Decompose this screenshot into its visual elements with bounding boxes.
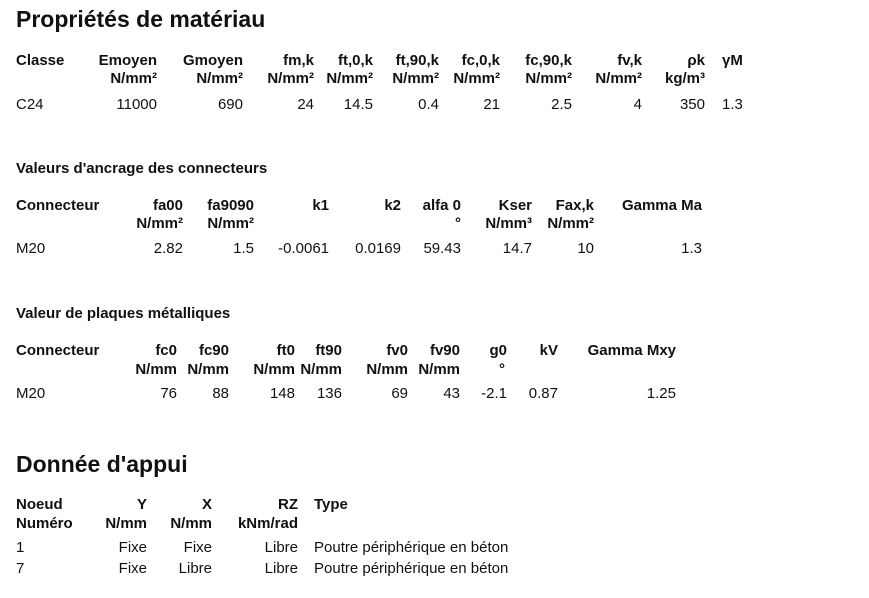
material-header-0: Classe — [16, 52, 65, 69]
support-header-2: X — [201, 496, 212, 513]
material-cell: 2.5 — [551, 96, 572, 113]
plates-header-9: Gamma Mxy — [587, 342, 676, 359]
support-cell: Libre — [264, 539, 298, 556]
material-header-unit-8: N/mm² — [595, 70, 642, 87]
material-header-unit-6: N/mm² — [453, 70, 500, 87]
material-cell: 14.5 — [343, 96, 373, 113]
support-header-3: RZ — [278, 496, 298, 513]
plates-header-unit-3: N/mm — [253, 361, 295, 378]
plates-header-4: ft90 — [315, 342, 342, 359]
support-cell: Poutre périphérique en béton — [314, 560, 509, 577]
support-header-unit-1: N/mm — [105, 515, 147, 532]
plates-cell: 148 — [269, 385, 295, 402]
material-header-2: Gmoyen — [182, 52, 243, 69]
material-header-5: ft,90,k — [395, 52, 439, 69]
material-cell: 21 — [483, 96, 500, 113]
support-cell: 7 — [16, 560, 25, 577]
plates-cell: 136 — [316, 385, 342, 402]
material-header-unit-3: N/mm² — [267, 70, 314, 87]
material-header-unit-2: N/mm² — [196, 70, 243, 87]
material-header-3: fm,k — [283, 52, 314, 69]
support-header-0: Noeud — [16, 496, 63, 513]
plates-title: Valeur de plaques métalliques — [16, 305, 231, 322]
material-cell: C24 — [16, 96, 44, 113]
material-title: Propriétés de matériau — [16, 6, 266, 32]
support-cell: Libre — [178, 560, 212, 577]
material-header-9: ρk — [687, 52, 705, 69]
plates-header-unit-5: N/mm — [366, 361, 408, 378]
support-cell: Fixe — [118, 539, 147, 556]
support-cell: 1 — [16, 539, 25, 556]
support-header-4: Type — [314, 496, 348, 513]
plates-cell: 88 — [212, 385, 229, 402]
plates-cell: 1.25 — [646, 385, 676, 402]
plates-header-unit-1: N/mm — [135, 361, 177, 378]
plates-header-5: fv0 — [386, 342, 408, 359]
material-header-1: Emoyen — [98, 52, 157, 69]
anchor-header-unit-2: N/mm² — [207, 215, 254, 232]
support-cell: Libre — [264, 560, 298, 577]
plates-header-unit-4: N/mm — [300, 361, 342, 378]
material-cell: 0.4 — [418, 96, 439, 113]
support-header-unit-3: kNm/rad — [237, 515, 298, 532]
material-header-4: ft,0,k — [337, 52, 373, 69]
support-header-unit-2: N/mm — [170, 515, 212, 532]
plates-header-2: fc90 — [198, 342, 229, 359]
anchor-header-unit-6: N/mm³ — [485, 215, 532, 232]
material-header-unit-4: N/mm² — [326, 70, 373, 87]
material-header-10: γM — [722, 52, 743, 69]
plates-header-3: ft0 — [276, 342, 295, 359]
plates-cell: 69 — [391, 385, 408, 402]
material-cell: 690 — [217, 96, 243, 113]
anchor-cell: 10 — [577, 240, 594, 257]
anchor-header-1: fa00 — [152, 197, 183, 214]
plates-cell: 0.87 — [528, 385, 558, 402]
plates-cell: 76 — [160, 385, 177, 402]
anchor-header-7: Fax,k — [555, 197, 594, 214]
material-cell: 350 — [679, 96, 705, 113]
material-header-unit-1: N/mm² — [110, 70, 157, 87]
material-header-unit-7: N/mm² — [525, 70, 572, 87]
material-header-unit-5: N/mm² — [392, 70, 439, 87]
plates-header-0: Connecteur — [16, 342, 100, 359]
support-cell: Fixe — [183, 539, 212, 556]
anchor-cell: 14.7 — [502, 240, 532, 257]
material-cell: 11000 — [116, 96, 157, 113]
plates-header-unit-7: ° — [499, 361, 505, 378]
material-header-6: fc,0,k — [461, 52, 500, 69]
anchor-cell: 59.43 — [423, 240, 461, 257]
material-cell: 24 — [297, 96, 314, 113]
material-header-8: fv,k — [617, 52, 642, 69]
support-header-unit-0: Numéro — [16, 515, 73, 532]
material-header-unit-9: kg/m³ — [664, 70, 705, 87]
anchor-cell: -0.0061 — [278, 240, 329, 257]
plates-header-unit-6: N/mm — [418, 361, 460, 378]
anchor-header-unit-1: N/mm² — [136, 215, 183, 232]
plates-header-unit-2: N/mm — [187, 361, 229, 378]
plates-header-1: fc0 — [155, 342, 177, 359]
plates-header-6: fv90 — [429, 342, 460, 359]
anchor-header-8: Gamma Ma — [621, 197, 702, 214]
support-cell: Fixe — [118, 560, 147, 577]
anchor-header-2: fa9090 — [207, 197, 254, 214]
plates-cell: M20 — [16, 385, 46, 402]
plates-header-7: g0 — [489, 342, 507, 359]
anchor-header-unit-7: N/mm² — [547, 215, 594, 232]
plates-cell: 43 — [443, 385, 460, 402]
anchor-header-5: alfa 0 — [422, 197, 461, 214]
anchor-header-0: Connecteur — [16, 197, 100, 214]
plates-header-8: kV — [539, 342, 558, 359]
anchor-header-6: Kser — [498, 197, 532, 214]
anchor-cell: 1.3 — [681, 240, 702, 257]
plates-cell: -2.1 — [481, 385, 507, 402]
support-header-1: Y — [136, 496, 147, 513]
anchor-cell: 2.82 — [153, 240, 183, 257]
anchor-cell: 0.0169 — [355, 240, 401, 257]
support-cell: Poutre périphérique en béton — [314, 539, 509, 556]
material-header-7: fc,90,k — [525, 52, 572, 69]
anchor-cell: M20 — [16, 240, 46, 257]
support-title: Donnée d'appui — [16, 451, 188, 477]
material-cell: 4 — [633, 96, 642, 113]
material-cell: 1.3 — [722, 96, 743, 113]
anchor-cell: 1.5 — [233, 240, 254, 257]
anchor-header-unit-5: ° — [455, 215, 461, 232]
anchor-header-4: k2 — [384, 197, 401, 214]
anchor-header-3: k1 — [312, 197, 329, 214]
anchor-title: Valeurs d'ancrage des connecteurs — [16, 160, 268, 177]
